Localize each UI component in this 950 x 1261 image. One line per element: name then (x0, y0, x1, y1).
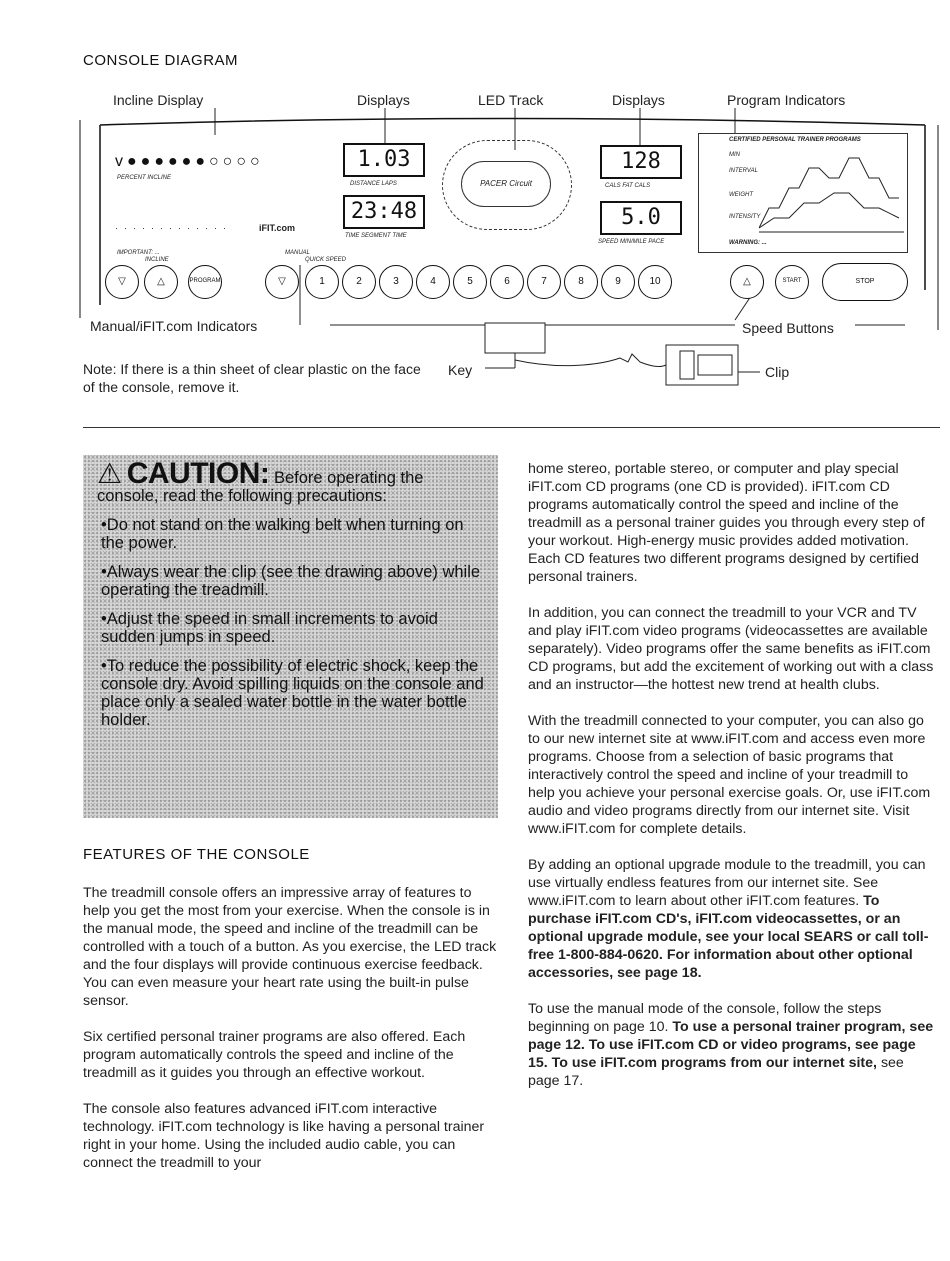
caution-item: •Always wear the clip (see the drawing above) while operating the treadmill. (101, 563, 481, 599)
quick-speed-4-button[interactable]: 4 (416, 265, 450, 299)
incline-led-row: v●●●●●●○○○○ (115, 153, 264, 170)
speed-up-button[interactable]: △ (730, 265, 764, 299)
speed-led-row: ············· (115, 223, 232, 233)
caution-header (97, 457, 484, 505)
features-right-column (528, 460, 936, 1108)
pulse-caption: CALS FAT CALS (605, 183, 651, 189)
label-incline-display: Incline Display (113, 92, 204, 108)
program-led-interval: INTERVAL (729, 168, 758, 174)
label-displays-right: Displays (612, 92, 665, 108)
upgrade-text: By adding an optional upgrade module to the treadmill, you can use virtually endless features from our internet site. See www.iFIT.com to learn about other iFIT.com features. (528, 857, 926, 909)
label-manual-indicators: Manual/iFIT.com Indicators (90, 318, 258, 334)
program-led-weight: WEIGHT (729, 192, 753, 198)
program-profile-graph (759, 148, 904, 233)
caution-item: •Do not stand on the walking belt when turning on the power. (101, 516, 464, 552)
incline-caption: PERCENT INCLINE (117, 175, 172, 181)
quick-speed-2-button[interactable]: 2 (342, 265, 376, 299)
label-program-indicators: Program Indicators (727, 92, 846, 108)
caution-intro: Before operating the console, read the following precautions: (97, 469, 424, 505)
speed-caption: SPEED MIN/MILE PACE (598, 239, 665, 245)
quick-speed-6-button[interactable]: 6 (490, 265, 524, 299)
caution-item: •To reduce the possibility of electric shock, keep the console dry. Avoid spilling liquids on the console and place only a sealed water bottle in the water bottle holder. (101, 657, 484, 729)
program-led-min: MIN (729, 152, 740, 158)
console-illustration (80, 115, 940, 320)
speed-display: 5.0 (600, 201, 682, 235)
warning-triangle-icon: ⚠ (97, 458, 123, 489)
features-paragraph: With the treadmill connected to your computer, you can also go to our new internet site at www.iFIT.com and access even more programs. Choose from a selection of basic programs that interactively control the speed and incline of your treadmill to help you achieve your personal exercise goals. Or, use iFIT.com audio and video programs directly from our internet site. Visit www.iFIT.com for complete details. (528, 713, 931, 837)
caution-item: •Adjust the speed in small increments to avoid sudden jumps in speed. (101, 610, 438, 646)
features-paragraph: Six certified personal trainer programs are also offered. Each program automatically controls the speed and incline of the treadmill as it guides you through an effective workout. (83, 1029, 466, 1081)
label-key: Key (448, 362, 473, 378)
quick-speed-1-button[interactable]: 1 (305, 265, 339, 299)
distance-display: 1.03 (343, 143, 425, 177)
features-paragraph (528, 856, 936, 982)
stop-button[interactable]: STOP (822, 263, 908, 301)
caution-item-text: Always wear the clip (see the drawing above) while operating the treadmill. (101, 563, 481, 599)
time-caption: TIME SEGMENT TIME (345, 233, 407, 239)
quick-speed-5-button[interactable]: 5 (453, 265, 487, 299)
features-paragraph (528, 1000, 936, 1090)
important-caption: IMPORTANT: ... (117, 250, 160, 256)
label-speed-buttons: Speed Buttons (742, 320, 834, 336)
manual-caption: MANUAL (285, 250, 311, 256)
incline-up-button[interactable]: △ (144, 265, 178, 299)
incline-button-caption: INCLINE (145, 257, 169, 263)
program-button[interactable]: PROGRAM (188, 265, 222, 299)
led-track (442, 140, 572, 230)
quick-speed-3-button[interactable]: 3 (379, 265, 413, 299)
features-paragraph: The treadmill console offers an impressive array of features to help you get the most from your exercise. When the console is in the manual mode, the speed and incline of the treadmill can be controlled with a touch of a button. As you exercise, the LED track and the four displays will provide continuous exercise feedback. You can even measure your heart rate using the built-in pulse sensor. (83, 885, 497, 1009)
caution-box (83, 455, 498, 818)
quick-speed-caption: QUICK SPEED (305, 257, 347, 263)
quick-speed-10-button[interactable]: 10 (638, 265, 672, 299)
label-led-track: LED Track (478, 92, 544, 108)
manual-mode-text: To use the manual mode of the console, follow the steps beginning on page 10. (528, 1001, 882, 1035)
label-displays-left: Displays (357, 92, 410, 108)
features-left-column (83, 884, 501, 1190)
caution-title: CAUTION: (126, 457, 270, 490)
program-reference-text: To use a personal trainer program, see page 12. To use iFIT.com CD or video programs, see page 15. To use iFIT.com programs from our internet site, (528, 1019, 934, 1071)
ifit-logo-text: iFIT.com (259, 223, 296, 233)
program-caption: CERTIFIED PERSONAL TRAINER PROGRAMS (729, 137, 861, 143)
features-paragraph: The console also features advanced iFIT.com interactive technology. iFIT.com technology is like having a personal trainer right in your home. Using the included audio cable, you can connect the treadmill to your (83, 1101, 485, 1171)
quick-speed-9-button[interactable]: 9 (601, 265, 635, 299)
led-track-inner: PACER Circuit (461, 161, 551, 207)
incline-display-panel (107, 135, 329, 265)
incline-down-button[interactable]: ▽ (105, 265, 139, 299)
quick-speed-7-button[interactable]: 7 (527, 265, 561, 299)
pulse-display: 128 (600, 145, 682, 179)
start-button[interactable]: START (775, 265, 809, 299)
caution-item-text: Do not stand on the walking belt when turning on the power. (101, 516, 464, 552)
diagram-note: Note: If there is a thin sheet of clear plastic on the face of the console, remove it. (83, 361, 421, 395)
features-paragraph: home stereo, portable stereo, or computer and play special iFIT.com CD programs (one CD is provided). iFIT.com CD programs automatically control the speed and incline of the treadmill as a personal trainer guides you through every step of your workout. High-energy music provides added motivation. Each CD features two different programs designed by certified personal trainers. (528, 461, 925, 585)
console-diagram-title: CONSOLE DIAGRAM (83, 52, 239, 69)
quick-speed-8-button[interactable]: 8 (564, 265, 598, 299)
time-display: 23:48 (343, 195, 425, 229)
features-paragraph: In addition, you can connect the treadmill to your VCR and TV and play iFIT.com video programs (videocassettes are available separately). Video programs offer the same benefits as iFIT.com CD programs, but add the excitement of working out with a class and an instructor—the hottest new trend at health clubs. (528, 605, 934, 693)
purchase-text: To purchase iFIT.com CD's, iFIT.com videocassettes, or an optional upgrade module, see your local SEARS or call toll-free 1-800-884-0620. For information about other optional accessories, see page 18. (528, 893, 929, 981)
distance-caption: DISTANCE LAPS (350, 181, 397, 187)
section-divider (83, 427, 940, 428)
features-title: FEATURES OF THE CONSOLE (83, 846, 310, 863)
page-reference-text: see page 17. (528, 1055, 904, 1089)
speed-down-button[interactable]: ▽ (265, 265, 299, 299)
warning-caption: WARNING: ... (729, 240, 767, 246)
caution-item-text: Adjust the speed in small increments to avoid sudden jumps in speed. (101, 610, 438, 646)
label-clip: Clip (765, 364, 790, 380)
program-led-intensity: INTENSITY (729, 214, 761, 220)
program-indicators-panel (698, 133, 908, 253)
caution-item-text: To reduce the possibility of electric shock, keep the console dry. Avoid spilling liquids on the console and place only a sealed water bottle in the water bottle holder. (101, 657, 484, 729)
